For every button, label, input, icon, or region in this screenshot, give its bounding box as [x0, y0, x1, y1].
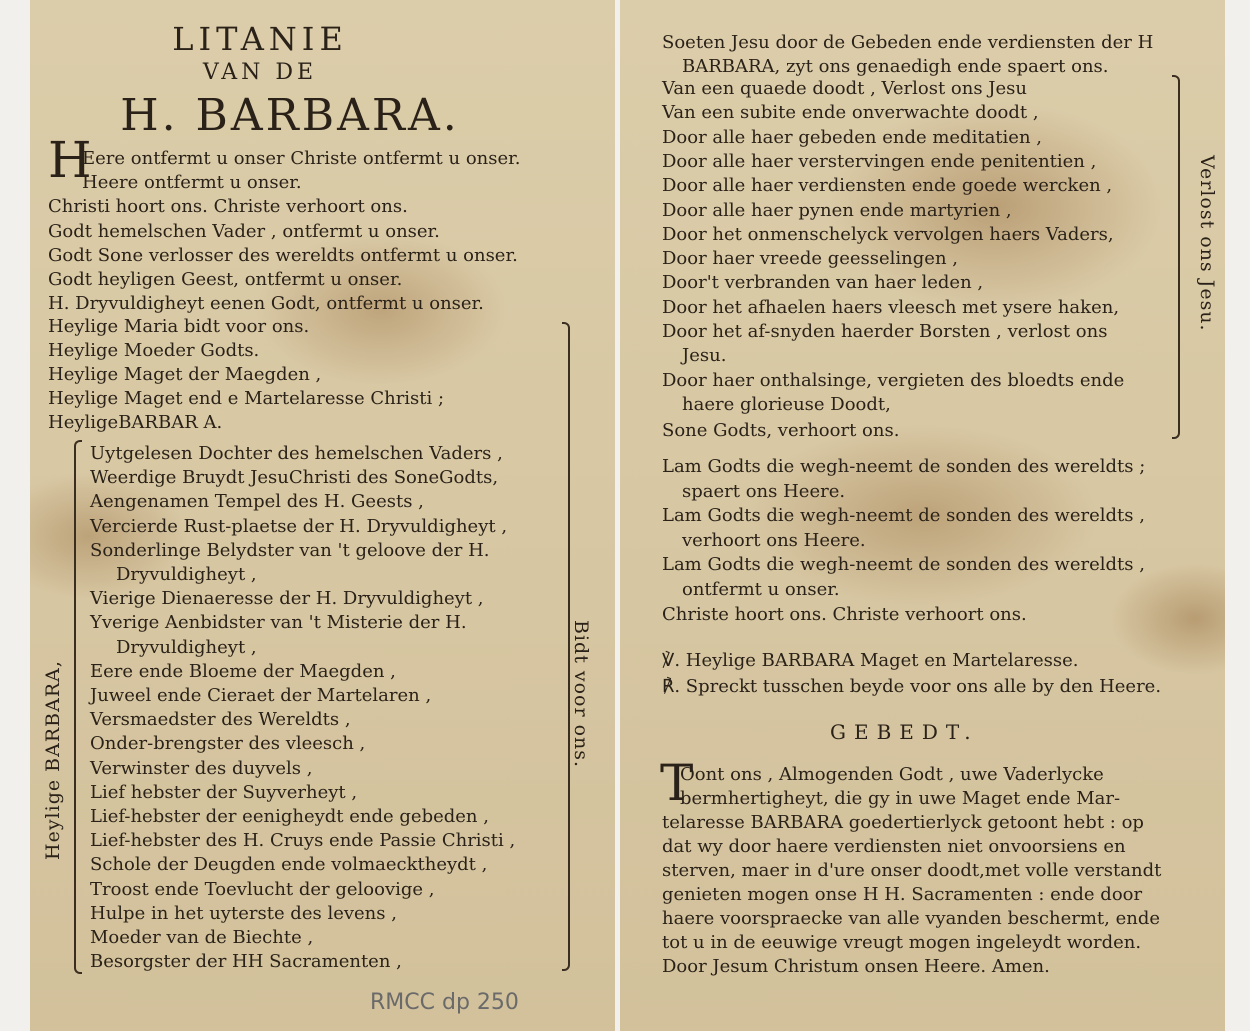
- sone-line: Sone Godts, verhoort ons.: [662, 420, 900, 441]
- titles-line: Lief hebster der Suyverheyt ,: [90, 781, 358, 803]
- titles-line: Juweel ende Cieraet der Martelaren ,: [90, 685, 432, 706]
- shelfmark: RMCC dp 250: [370, 990, 519, 1015]
- right-side-label-left-page: Bidt voor ons.: [570, 620, 592, 769]
- right-side-label: Verlost ons Jesu.: [1196, 155, 1218, 332]
- saints-line: Heylige Maget der Maegden ,: [48, 364, 322, 385]
- prayer-line: genieten mogen onse H H. Sacramenten : ende door: [662, 884, 1143, 905]
- saints-line: Heylige Maria bidt voor ons.: [48, 316, 310, 337]
- opening-line: Eere ontfermt u onser Christe ontfermt u onser.: [82, 148, 521, 169]
- deliver-line: Door't verbranden van haer leden ,: [662, 272, 984, 294]
- lamb-line: verhoort ons Heere.: [682, 529, 866, 551]
- deliver-line: Door haer vreede geesselingen ,: [662, 248, 958, 270]
- saints-line: Heylige Maget end e Martelaresse Christi ;: [48, 388, 445, 409]
- lamb-line: ontfermt u onser.: [682, 579, 840, 600]
- deliver-line: Door alle haer verstervingen ende penitentien ,: [662, 150, 1097, 172]
- deliver-line: Door alle haer pynen ende martyrien ,: [662, 199, 1012, 221]
- deliver-line: Door alle haer verdiensten ende goede wercken ,: [662, 175, 1113, 197]
- deliver-line: Van een subite ende onverwachte doodt ,: [662, 102, 1039, 124]
- titles-line: Eere ende Bloeme der Maegden ,: [90, 660, 396, 682]
- left-bracket-right: [562, 322, 570, 971]
- titles-line: Yverige Aenbidster van 't Misterie der H.: [90, 612, 467, 634]
- opening-line: Godt Sone verlosser des wereldts ontfermt u onser.: [48, 244, 518, 266]
- prayer-line: Door Jesum Christum onsen Heere. Amen.: [662, 956, 1050, 977]
- lamb-line: Christe hoort ons. Christe verhoort ons.: [662, 603, 1027, 625]
- prayer-dropcap: T: [660, 754, 694, 812]
- lamb-line: Lam Godts die wegh-neemt de sonden des wereldts ,: [662, 554, 1145, 576]
- lamb-line: Lam Godts die wegh-neemt de sonden des wereldts ;: [662, 456, 1146, 477]
- prayer-line: tot u in de eeuwige vreugt mogen ingeleydt worden.: [662, 932, 1142, 953]
- titles-line: Moeder van de Biechte ,: [90, 927, 314, 948]
- deliver-line: Door het onmenschelyck vervolgen haers Vaders,: [662, 223, 1114, 245]
- versicle: ℣. Heylige BARBARA Maget en Martelaresse.: [662, 650, 1079, 671]
- deliver-line: Van een quaede doodt , Verlost ons Jesu: [662, 78, 1028, 99]
- titles-line: Aengenamen Tempel des H. Geests ,: [90, 491, 424, 513]
- deliver-line: haere glorieuse Doodt,: [682, 393, 891, 415]
- deliver-line: Jesu.: [682, 345, 727, 367]
- lamb-line: spaert ons Heere.: [682, 480, 846, 502]
- titles-line: Besorgster der HH Sacramenten ,: [90, 951, 402, 973]
- rtop-line: BARBARA, zyt ons genaedigh ende spaert ons.: [682, 56, 1109, 77]
- titles-line: Onder-brengster des vleesch ,: [90, 733, 366, 755]
- deliver-line: Door het afhaelen haers vleesch met ysere haken,: [662, 296, 1120, 318]
- titles-line: Weerdige Bruydt JesuChristi des SoneGodts,: [90, 467, 499, 489]
- titles-line: Troost ende Toevlucht der geloovige ,: [90, 878, 435, 900]
- left-title-3: H. BARBARA.: [120, 90, 460, 141]
- saints-line: HeyligeBARBAR A.: [48, 412, 223, 433]
- left-side-label: Heylige BARBARA,: [42, 660, 64, 860]
- rtop-line: Soeten Jesu door de Gebeden ende verdiensten der H: [662, 32, 1154, 53]
- opening-line: Heere ontfermt u onser.: [82, 172, 302, 194]
- lamb-line: Lam Godts die wegh-neemt de sonden des wereldts ,: [662, 505, 1145, 527]
- prayer-line: Oont ons , Almogenden Godt , uwe Vaderlycke: [680, 764, 1104, 785]
- prayer-heading: GEBEDT.: [830, 720, 979, 744]
- deliver-line: Door alle haer gebeden ende meditatien ,: [662, 126, 1042, 148]
- titles-line: Lief-hebster der eenigheydt ende gebeden ,: [90, 806, 489, 827]
- titles-line: Hulpe in het uyterste des levens ,: [90, 902, 397, 924]
- saints-line: Heylige Moeder Godts.: [48, 340, 260, 361]
- prayer-line: bermhertigheyt, die gy in uwe Maget ende Mar-: [680, 788, 1121, 809]
- titles-line: Versmaedster des Wereldts ,: [90, 709, 351, 731]
- left-bracket-left: [74, 440, 82, 974]
- prayer-line: telaresse BARBARA goedertierlyck getoont hebt : op: [662, 812, 1144, 833]
- left-title-2: VAN DE: [202, 60, 318, 85]
- titles-line: Schole der Deugden ende volmaecktheydt ,: [90, 854, 488, 876]
- titles-line: Vierige Dienaeresse der H. Dryvuldigheyt ,: [90, 588, 484, 610]
- titles-line: Sonderlinge Belydster van 't geloove der H.: [90, 539, 490, 561]
- response: ℟. Spreckt tusschen beyde voor ons alle by den Heere.: [662, 676, 1162, 697]
- prayer-line: haere voorspraecke van alle vyanden beschermt, ende: [662, 908, 1161, 929]
- titles-line: Lief-hebster des H. Cruys ende Passie Christi ,: [90, 830, 516, 852]
- titles-line: Vercierde Rust-plaetse der H. Dryvuldigheyt ,: [90, 515, 508, 537]
- left-title-1: LITANIE: [172, 20, 348, 58]
- opening-line: H. Dryvuldigheyt eenen Godt, ontfermt u onser.: [48, 293, 484, 315]
- deliver-line: Door haer onthalsinge, vergieten des bloedts ende: [662, 369, 1125, 391]
- deliver-line: Door het af-snyden haerder Borsten , verlost ons: [662, 321, 1108, 342]
- left-dropcap: H: [48, 131, 92, 189]
- titles-line: Dryvuldigheyt ,: [116, 636, 257, 658]
- titles-line: Verwinster des duyvels ,: [90, 757, 313, 779]
- right-bracket: [1172, 75, 1180, 439]
- prayer-line: dat wy door haere verdiensten niet onvoorsiens en: [662, 836, 1126, 857]
- titles-line: Uytgelesen Dochter des hemelschen Vaders ,: [90, 443, 503, 464]
- prayer-line: sterven, maer in d'ure onser doodt,met volle verstandt: [662, 860, 1162, 881]
- opening-line: Godt heyligen Geest, ontfermt u onser.: [48, 269, 403, 290]
- opening-line: Christi hoort ons. Christe verhoort ons.: [48, 196, 408, 218]
- opening-line: Godt hemelschen Vader , ontfermt u onser.: [48, 220, 440, 242]
- titles-line: Dryvuldigheyt ,: [116, 564, 257, 585]
